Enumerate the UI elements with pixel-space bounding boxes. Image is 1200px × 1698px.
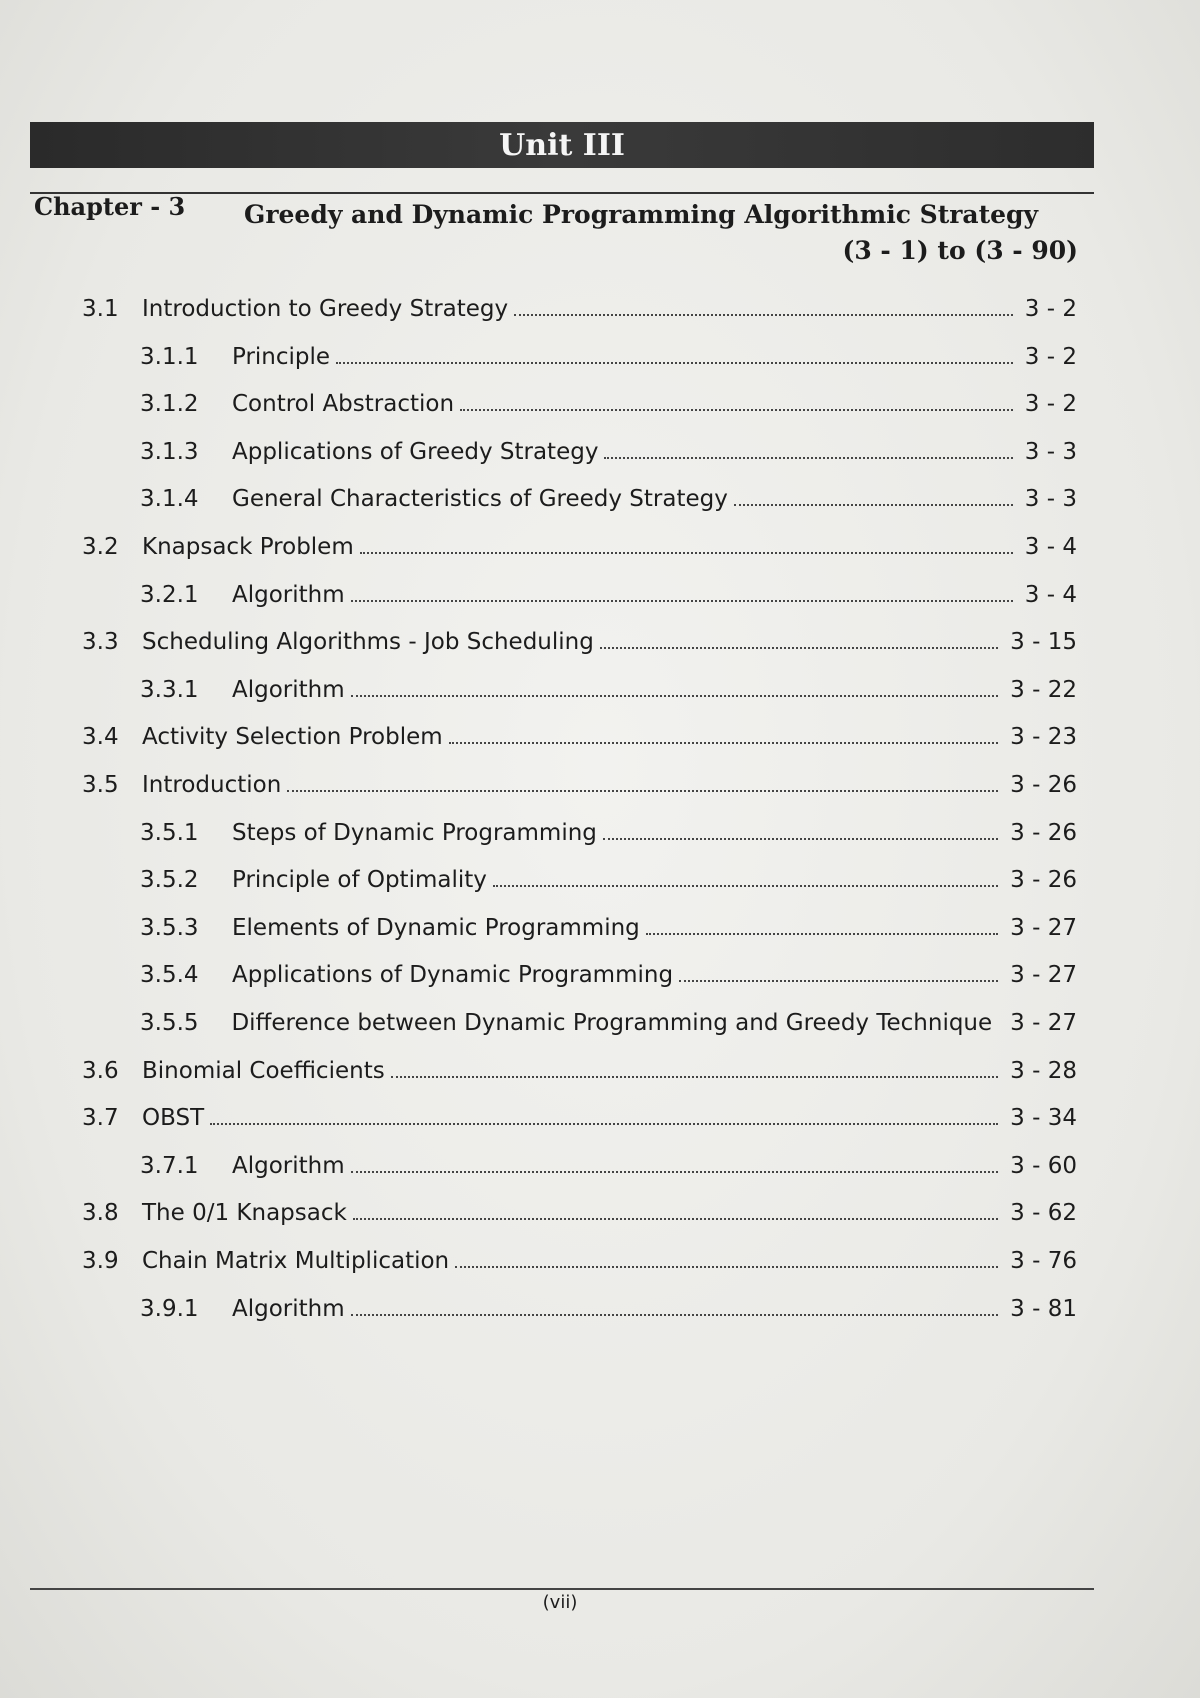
toc-entry-page: 3 - 26 <box>1010 867 1077 894</box>
toc-entry <box>140 387 1077 421</box>
toc-entry-title: Elements of Dynamic Programming <box>232 914 640 941</box>
toc-entry-title: Knapsack Problem <box>142 534 354 560</box>
toc-entry <box>82 768 1077 802</box>
toc-entry-page: 3 - 26 <box>1010 772 1077 798</box>
dot-leader <box>604 457 1012 459</box>
toc-entry <box>140 1292 1077 1326</box>
toc-entry <box>82 292 1077 326</box>
toc-entry-title: Principle of Optimality <box>232 867 487 894</box>
toc-entry-page: 3 - 2 <box>1024 391 1077 418</box>
toc-entry <box>82 1244 1077 1278</box>
chapter-label: Chapter - 3 <box>34 192 186 221</box>
toc-entry-title: Algorithm <box>232 581 345 608</box>
toc-entry-number: 3.7.1 <box>140 1152 199 1179</box>
toc-entry-number: 3.2.1 <box>140 581 199 608</box>
toc-entry-page: 3 - 4 <box>1024 581 1077 608</box>
toc-entry-title: Algorithm <box>232 1295 345 1322</box>
toc-entry <box>140 673 1077 707</box>
dot-leader <box>360 552 1013 554</box>
toc-entry-page: 3 - 62 <box>1010 1200 1077 1227</box>
dot-leader <box>600 647 998 649</box>
toc-entry-title: Principle <box>232 343 331 370</box>
dot-leader <box>351 1171 999 1173</box>
toc-entry-page: 3 - 4 <box>1024 534 1077 560</box>
toc-entry-page: 3 - 3 <box>1024 486 1077 513</box>
toc-entry-page: 3 - 60 <box>1010 1152 1077 1179</box>
toc-entry-number: 3.1.2 <box>140 391 199 418</box>
toc-entry <box>140 340 1077 374</box>
dot-leader <box>351 600 1013 602</box>
toc-entry-title: Binomial Coefficients <box>142 1057 385 1084</box>
dot-leader <box>287 790 998 792</box>
toc-entry-number: 3.5 <box>82 772 119 798</box>
toc-entry-number: 3.1 <box>82 296 119 322</box>
toc-entry <box>82 1054 1077 1088</box>
toc-entry-title: Activity Selection Problem <box>142 724 443 751</box>
toc-entry-title: Chain Matrix Multiplication <box>142 1248 450 1274</box>
toc-entry-number: 3.3 <box>82 629 119 656</box>
toc-entry-title: Algorithm <box>232 1152 345 1179</box>
toc-entry <box>82 625 1077 659</box>
toc-entry-page: 3 - 22 <box>1010 676 1077 703</box>
page-number: (vii) <box>542 1592 578 1613</box>
toc-entry-title: Scheduling Algorithms - Job Scheduling <box>142 629 594 656</box>
toc-entry-number: 3.5.5 <box>140 1010 199 1036</box>
toc-entry <box>140 911 1077 945</box>
dot-leader <box>455 1266 998 1268</box>
toc-entry <box>82 530 1077 564</box>
toc-entry <box>82 1196 1077 1230</box>
toc-entry-page: 3 - 27 <box>1010 962 1077 989</box>
toc-entry <box>140 958 1077 992</box>
toc-entry <box>140 1149 1077 1183</box>
toc-entry-page: 3 - 81 <box>1010 1295 1077 1322</box>
toc-entry <box>82 1101 1077 1135</box>
toc-entry-page: 3 - 15 <box>1010 629 1077 656</box>
toc-entry <box>140 578 1077 612</box>
toc-entry <box>140 816 1077 850</box>
toc-entry-page: 3 - 2 <box>1024 296 1077 322</box>
chapter-page-range: (3 - 1) to (3 - 90) <box>842 236 1078 265</box>
toc-entry-number: 3.8 <box>82 1200 119 1227</box>
toc-entry-page: 3 - 27 <box>1010 1010 1077 1036</box>
toc-entry-number: 3.7 <box>82 1105 119 1132</box>
dot-leader <box>493 885 998 887</box>
dot-leader <box>679 980 998 982</box>
dot-leader <box>391 1076 998 1078</box>
toc-entry-page: 3 - 26 <box>1010 819 1077 846</box>
dot-leader <box>646 933 998 935</box>
dot-leader <box>351 695 999 697</box>
dot-leader <box>514 314 1013 316</box>
toc-entry-number: 3.3.1 <box>140 676 199 703</box>
toc-entry-page: 3 - 34 <box>1010 1105 1077 1132</box>
dot-leader <box>449 742 999 744</box>
chapter-title: Greedy and Dynamic Programming Algorithmic Strategy <box>244 200 1039 229</box>
toc-entry-number: 3.1.4 <box>140 486 199 513</box>
toc-entry-title: Introduction to Greedy Strategy <box>142 296 509 322</box>
toc-entry-title: Algorithm <box>232 676 345 703</box>
toc-entry-title: Control Abstraction <box>232 391 455 418</box>
toc-entry-page: 3 - 3 <box>1024 438 1077 465</box>
toc-entry-number: 3.9.1 <box>140 1295 199 1322</box>
toc-entry-title: The 0/1 Knapsack <box>142 1200 347 1227</box>
toc-entry-page: 3 - 28 <box>1010 1057 1077 1084</box>
toc-entry <box>140 863 1077 897</box>
toc-entry-title: Steps of Dynamic Programming <box>232 819 597 846</box>
toc-entry-number: 3.5.4 <box>140 962 199 989</box>
dot-leader <box>460 409 1013 411</box>
toc-entry-page: 3 - 23 <box>1010 724 1077 751</box>
toc-entry-title: Applications of Greedy Strategy <box>232 438 599 465</box>
toc-entry-title: Difference between Dynamic Programming and Greedy Technique <box>231 1010 993 1036</box>
dot-leader <box>336 362 1013 364</box>
header-rule <box>30 192 1094 194</box>
toc-entry-number: 3.9 <box>82 1248 119 1274</box>
toc-entry-number: 3.5.3 <box>140 914 199 941</box>
dot-leader <box>351 1314 999 1316</box>
dot-leader <box>603 838 998 840</box>
toc-entry-number: 3.5.2 <box>140 867 199 894</box>
toc-entry-number: 3.1.3 <box>140 438 199 465</box>
unit-header-bar <box>30 122 1094 168</box>
toc-entry-title: Introduction <box>142 772 282 798</box>
toc-entry-number: 3.6 <box>82 1057 119 1084</box>
toc-entry-page: 3 - 76 <box>1010 1248 1077 1274</box>
toc-entry-number: 3.5.1 <box>140 819 199 846</box>
toc-entry-page: 3 - 2 <box>1024 343 1077 370</box>
dot-leader <box>210 1123 998 1125</box>
toc-entry <box>82 720 1077 754</box>
toc-entry-number: 3.4 <box>82 724 119 751</box>
unit-title: Unit III <box>499 127 625 163</box>
toc-entry <box>140 482 1077 516</box>
toc-entry-number: 3.1.1 <box>140 343 199 370</box>
toc-entry <box>140 435 1077 469</box>
toc-entry-title: OBST <box>142 1105 205 1132</box>
dot-leader <box>734 504 1013 506</box>
toc-entry-page: 3 - 27 <box>1010 914 1077 941</box>
toc-entry-title: General Characteristics of Greedy Strategy <box>232 486 728 513</box>
footer-rule <box>30 1588 1094 1590</box>
toc-entry-title: Applications of Dynamic Programming <box>232 962 674 989</box>
toc-entry-number: 3.2 <box>82 534 119 560</box>
toc-entry <box>140 1006 1077 1040</box>
dot-leader <box>353 1218 998 1220</box>
